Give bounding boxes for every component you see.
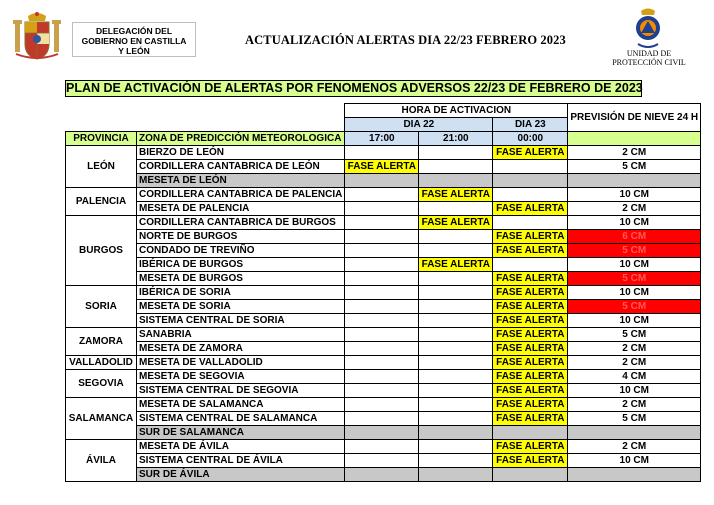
zone-cell: IBÉRICA DE BURGOS [137,258,345,272]
province-cell: BURGOS [66,216,137,286]
snow-forecast-cell: 5 CM [568,160,701,174]
table-row [66,202,701,216]
fase-alerta-cell: FASE ALERTA [419,216,493,230]
province-cell: SORIA [66,286,137,328]
snow-forecast-cell: 2 CM [568,440,701,454]
fase-alerta-cell: FASE ALERTA [493,370,568,384]
snow-forecast-cell: 2 CM [568,356,701,370]
province-cell: SALAMANCA [66,398,137,440]
day-23-header: DIA 23 [493,118,568,132]
snow-forecast-cell: 5 CM [568,272,701,286]
empty-slot-cell [419,328,493,342]
fase-alerta-cell: FASE ALERTA [493,314,568,328]
empty-slot-cell [345,258,419,272]
zone-cell: CONDADO DE TREVIÑO [137,244,345,258]
empty-slot-cell [345,342,419,356]
province-cell: VALLADOLID [66,356,137,370]
snow-forecast-cell [568,468,701,482]
fase-alerta-cell: FASE ALERTA [493,328,568,342]
table-row [66,426,701,440]
fase-alerta-cell: FASE ALERTA [493,230,568,244]
snow-forecast-cell: 10 CM [568,384,701,398]
table-row [66,230,701,244]
table-row [66,398,701,412]
empty-slot-cell [419,160,493,174]
snow-forecast-cell: 10 CM [568,286,701,300]
fase-alerta-cell: FASE ALERTA [493,286,568,300]
empty-slot-cell [419,440,493,454]
blank-cell [137,104,345,118]
snow-forecast-cell: 4 CM [568,370,701,384]
empty-slot-cell [419,272,493,286]
snow-forecast-cell: 6 CM [568,230,701,244]
zone-cell: SISTEMA CENTRAL DE SORIA [137,314,345,328]
empty-slot-cell [345,216,419,230]
empty-slot-cell [493,160,568,174]
time-header-2100: 21:00 [419,132,493,146]
fase-alerta-cell: FASE ALERTA [493,272,568,286]
zone-cell: SUR DE ÁVILA [137,468,345,482]
empty-slot-cell [419,342,493,356]
blank-cell [66,104,137,118]
province-cell: PALENCIA [66,188,137,216]
zone-cell: MESETA DE BURGOS [137,272,345,286]
snow-forecast-cell: 10 CM [568,258,701,272]
snow-forecast-cell: 5 CM [568,244,701,258]
snow-forecast-cell: 5 CM [568,412,701,426]
empty-slot-cell [419,426,493,440]
zone-cell: SANABRIA [137,328,345,342]
zone-cell: SISTEMA CENTRAL DE SEGOVIA [137,384,345,398]
zone-cell: CORDILLERA CANTABRICA DE LEÓN [137,160,345,174]
province-cell: ZAMORA [66,328,137,356]
empty-slot-cell [345,300,419,314]
zone-cell: SISTEMA CENTRAL DE SALAMANCA [137,412,345,426]
table-row [66,286,701,300]
empty-slot-cell [419,300,493,314]
zone-cell: MESETA DE ZAMORA [137,342,345,356]
zone-cell: MESETA DE ÁVILA [137,440,345,454]
snow-forecast-cell: 2 CM [568,398,701,412]
empty-slot-cell [493,426,568,440]
snow-forecast-cell: 5 CM [568,328,701,342]
empty-slot-cell [345,398,419,412]
empty-slot-cell [419,146,493,160]
empty-slot-cell [419,384,493,398]
table-row [66,328,701,342]
empty-slot-cell [345,412,419,426]
table-row [66,440,701,454]
fase-alerta-cell: FASE ALERTA [493,356,568,370]
snow-forecast-cell: 10 CM [568,188,701,202]
blank-cell [137,118,345,132]
table-row [66,160,701,174]
empty-slot-cell [345,174,419,188]
table-row [66,468,701,482]
fase-alerta-cell: FASE ALERTA [493,146,568,160]
fase-alerta-cell: FASE ALERTA [493,202,568,216]
table-row [66,454,701,468]
table-row [66,146,701,160]
plan-title-banner: PLAN DE ACTIVACIÓN DE ALERTAS POR FENOMENOS ADVERSOS 22/23 DE FEBRERO DE 2023 [66,81,643,95]
prevision-nieve-header: PREVISIÓN DE NIEVE 24 H [568,104,701,132]
snow-forecast-cell: 10 CM [568,454,701,468]
empty-slot-cell [345,454,419,468]
empty-slot-cell [419,314,493,328]
zone-cell: MESETA DE SALAMANCA [137,398,345,412]
empty-slot-cell [345,146,419,160]
table-row [66,314,701,328]
fase-alerta-cell: FASE ALERTA [493,342,568,356]
empty-slot-cell [493,188,568,202]
snow-forecast-cell: 10 CM [568,314,701,328]
province-cell: SEGOVIA [66,370,137,398]
empty-slot-cell [419,412,493,426]
table-row [66,412,701,426]
empty-slot-cell [345,230,419,244]
zone-cell: IBÉRICA DE SORIA [137,286,345,300]
page-title: ACTUALIZACIÓN ALERTAS DIA 22/23 FEBRERO 2023 [245,33,566,47]
table-row [66,258,701,272]
snow-forecast-cell [568,426,701,440]
table-row [66,174,701,188]
delegacion-gobierno-label: DELEGACIÓN DEL GOBIERNO EN CASTILLA Y LEÓN [72,22,196,57]
empty-slot-cell [345,426,419,440]
snow-forecast-cell: 2 CM [568,342,701,356]
spain-coat-of-arms-icon [12,10,62,62]
empty-slot-cell [419,230,493,244]
empty-slot-cell [345,356,419,370]
empty-slot-cell [345,314,419,328]
empty-slot-cell [345,286,419,300]
zone-cell: MESETA DE VALLADOLID [137,356,345,370]
table-row [66,216,701,230]
empty-slot-cell [345,440,419,454]
empty-slot-cell [345,202,419,216]
snow-forecast-cell: 2 CM [568,202,701,216]
table-row [66,342,701,356]
hora-activacion-header: HORA DE ACTIVACION [345,104,568,118]
table-row [66,300,701,314]
snow-forecast-cell: 10 CM [568,216,701,230]
fase-alerta-cell: FASE ALERTA [419,188,493,202]
snow-forecast-cell: 5 CM [568,300,701,314]
empty-slot-cell [345,244,419,258]
day-22-header: DIA 22 [345,118,493,132]
prevision-column-header [568,132,701,146]
province-cell: ÁVILA [66,440,137,482]
empty-slot-cell [419,356,493,370]
fase-alerta-cell: FASE ALERTA [493,412,568,426]
empty-slot-cell [419,398,493,412]
zone-cell: SUR DE SALAMANCA [137,426,345,440]
empty-slot-cell [493,468,568,482]
empty-slot-cell [345,188,419,202]
empty-slot-cell [419,370,493,384]
zone-cell: MESETA DE SEGOVIA [137,370,345,384]
time-header-1700: 17:00 [345,132,419,146]
time-header-0000: 00:00 [493,132,568,146]
empty-slot-cell [419,174,493,188]
zone-cell: CORDILLERA CANTABRICA DE BURGOS [137,216,345,230]
table-row [66,370,701,384]
fase-alerta-cell: FASE ALERTA [493,384,568,398]
zone-cell: NORTE DE BURGOS [137,230,345,244]
empty-slot-cell [493,258,568,272]
table-row [66,188,701,202]
empty-slot-cell [419,286,493,300]
empty-slot-cell [345,468,419,482]
empty-slot-cell [345,272,419,286]
fase-alerta-cell: FASE ALERTA [345,160,419,174]
empty-slot-cell [345,384,419,398]
empty-slot-cell [419,454,493,468]
empty-slot-cell [493,174,568,188]
empty-slot-cell [419,244,493,258]
fase-alerta-cell: FASE ALERTA [493,244,568,258]
proteccion-civil-emblem-icon [633,6,663,50]
zone-cell: BIERZO DE LEÓN [137,146,345,160]
empty-slot-cell [419,468,493,482]
zone-cell: SISTEMA CENTRAL DE ÁVILA [137,454,345,468]
empty-slot-cell [345,328,419,342]
fase-alerta-cell: FASE ALERTA [493,300,568,314]
fase-alerta-cell: FASE ALERTA [493,398,568,412]
proteccion-civil-label: UNIDAD DE PROTECCIÓN CIVIL [612,49,686,67]
zone-cell: CORDILLERA CANTABRICA DE PALENCIA [137,188,345,202]
zone-cell: MESETA DE SORIA [137,300,345,314]
zone-cell: MESETA DE PALENCIA [137,202,345,216]
empty-slot-cell [493,216,568,230]
empty-slot-cell [419,202,493,216]
table-row [66,356,701,370]
fase-alerta-cell: FASE ALERTA [493,440,568,454]
province-cell: LEÓN [66,146,137,188]
table-row [66,244,701,258]
zone-cell: MESETA DE LEÓN [137,174,345,188]
provincia-column-header: PROVINCIA [66,132,137,146]
empty-slot-cell [345,370,419,384]
fase-alerta-cell: FASE ALERTA [493,454,568,468]
snow-forecast-cell [568,174,701,188]
table-row [66,384,701,398]
fase-alerta-cell: FASE ALERTA [419,258,493,272]
blank-cell [66,118,137,132]
table-row [66,272,701,286]
snow-forecast-cell: 2 CM [568,146,701,160]
zona-column-header: ZONA DE PREDICCIÓN METEOROLOGICA [137,132,345,146]
alerts-table [65,103,701,482]
